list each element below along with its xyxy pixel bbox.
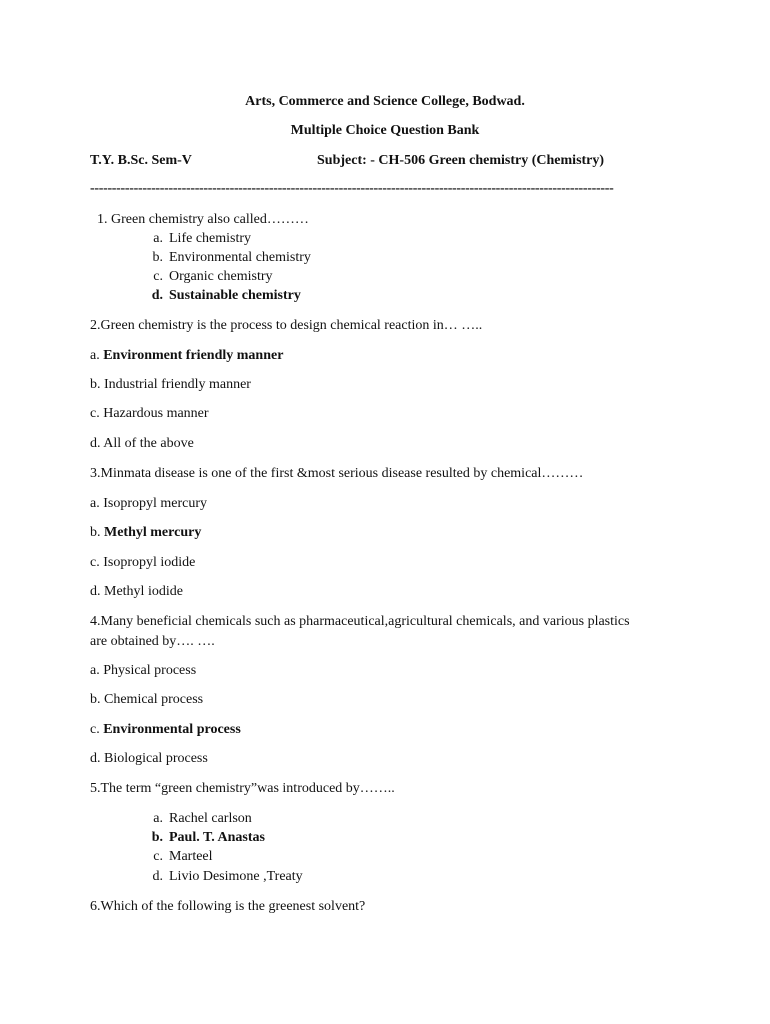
college-name: Arts, Commerce and Science College, Bodwad. <box>245 94 525 109</box>
option-3b-answer: b. Methyl mercury <box>90 525 202 540</box>
option-2a-answer: a. Environment friendly manner <box>90 348 284 363</box>
option-4c-answer: c. Environmental process <box>90 722 241 737</box>
option-1a: a. Life chemistry <box>153 231 252 246</box>
question-5: 5.The term “green chemistry”was introduced by…….. <box>90 781 395 796</box>
question-3: 3.Minmata disease is one of the first &most serious disease resulted by chemical……… <box>90 466 584 481</box>
option-5b-answer: b. Paul. T. Anastas <box>151 830 265 845</box>
class-label: T.Y. B.Sc. Sem-V <box>90 153 192 168</box>
question-1: 1. Green chemistry also called……… <box>97 212 309 227</box>
option-2c: c. Hazardous manner <box>90 406 209 421</box>
question-2: 2.Green chemistry is the process to design chemical reaction in… ….. <box>90 318 483 333</box>
option-5d: d. Livio Desimone ,Treaty <box>152 869 303 884</box>
option-5a: a. Rachel carlson <box>153 811 252 826</box>
question-4-line-2: are obtained by…. …. <box>90 634 215 649</box>
option-4a: a. Physical process <box>90 663 197 678</box>
question-6: 6.Which of the following is the greenest solvent? <box>90 899 366 914</box>
option-3d: d. Methyl iodide <box>90 584 183 599</box>
option-3a: a. Isopropyl mercury <box>90 496 208 511</box>
option-2b: b. Industrial friendly manner <box>90 377 251 392</box>
option-4b: b. Chemical process <box>90 692 204 707</box>
option-5c: c. Marteel <box>153 849 213 864</box>
option-2d: d. All of the above <box>90 436 194 451</box>
subject-label: Subject: - CH-506 Green chemistry (Chemistry) <box>317 153 605 168</box>
question-4-line-1: 4.Many beneficial chemicals such as pharmaceutical,agricultural chemicals, and various plastics <box>90 614 630 629</box>
option-4d: d. Biological process <box>90 751 208 766</box>
option-1d-answer: d. Sustainable chemistry <box>151 288 301 303</box>
divider-line: ------------------------------------------------------------------------------------------------------------------------ <box>90 181 614 196</box>
option-1b: b. Environmental chemistry <box>152 250 311 265</box>
question-bank-title: Multiple Choice Question Bank <box>290 123 480 138</box>
option-1c: c. Organic chemistry <box>153 269 273 284</box>
option-3c: c. Isopropyl iodide <box>90 555 196 570</box>
